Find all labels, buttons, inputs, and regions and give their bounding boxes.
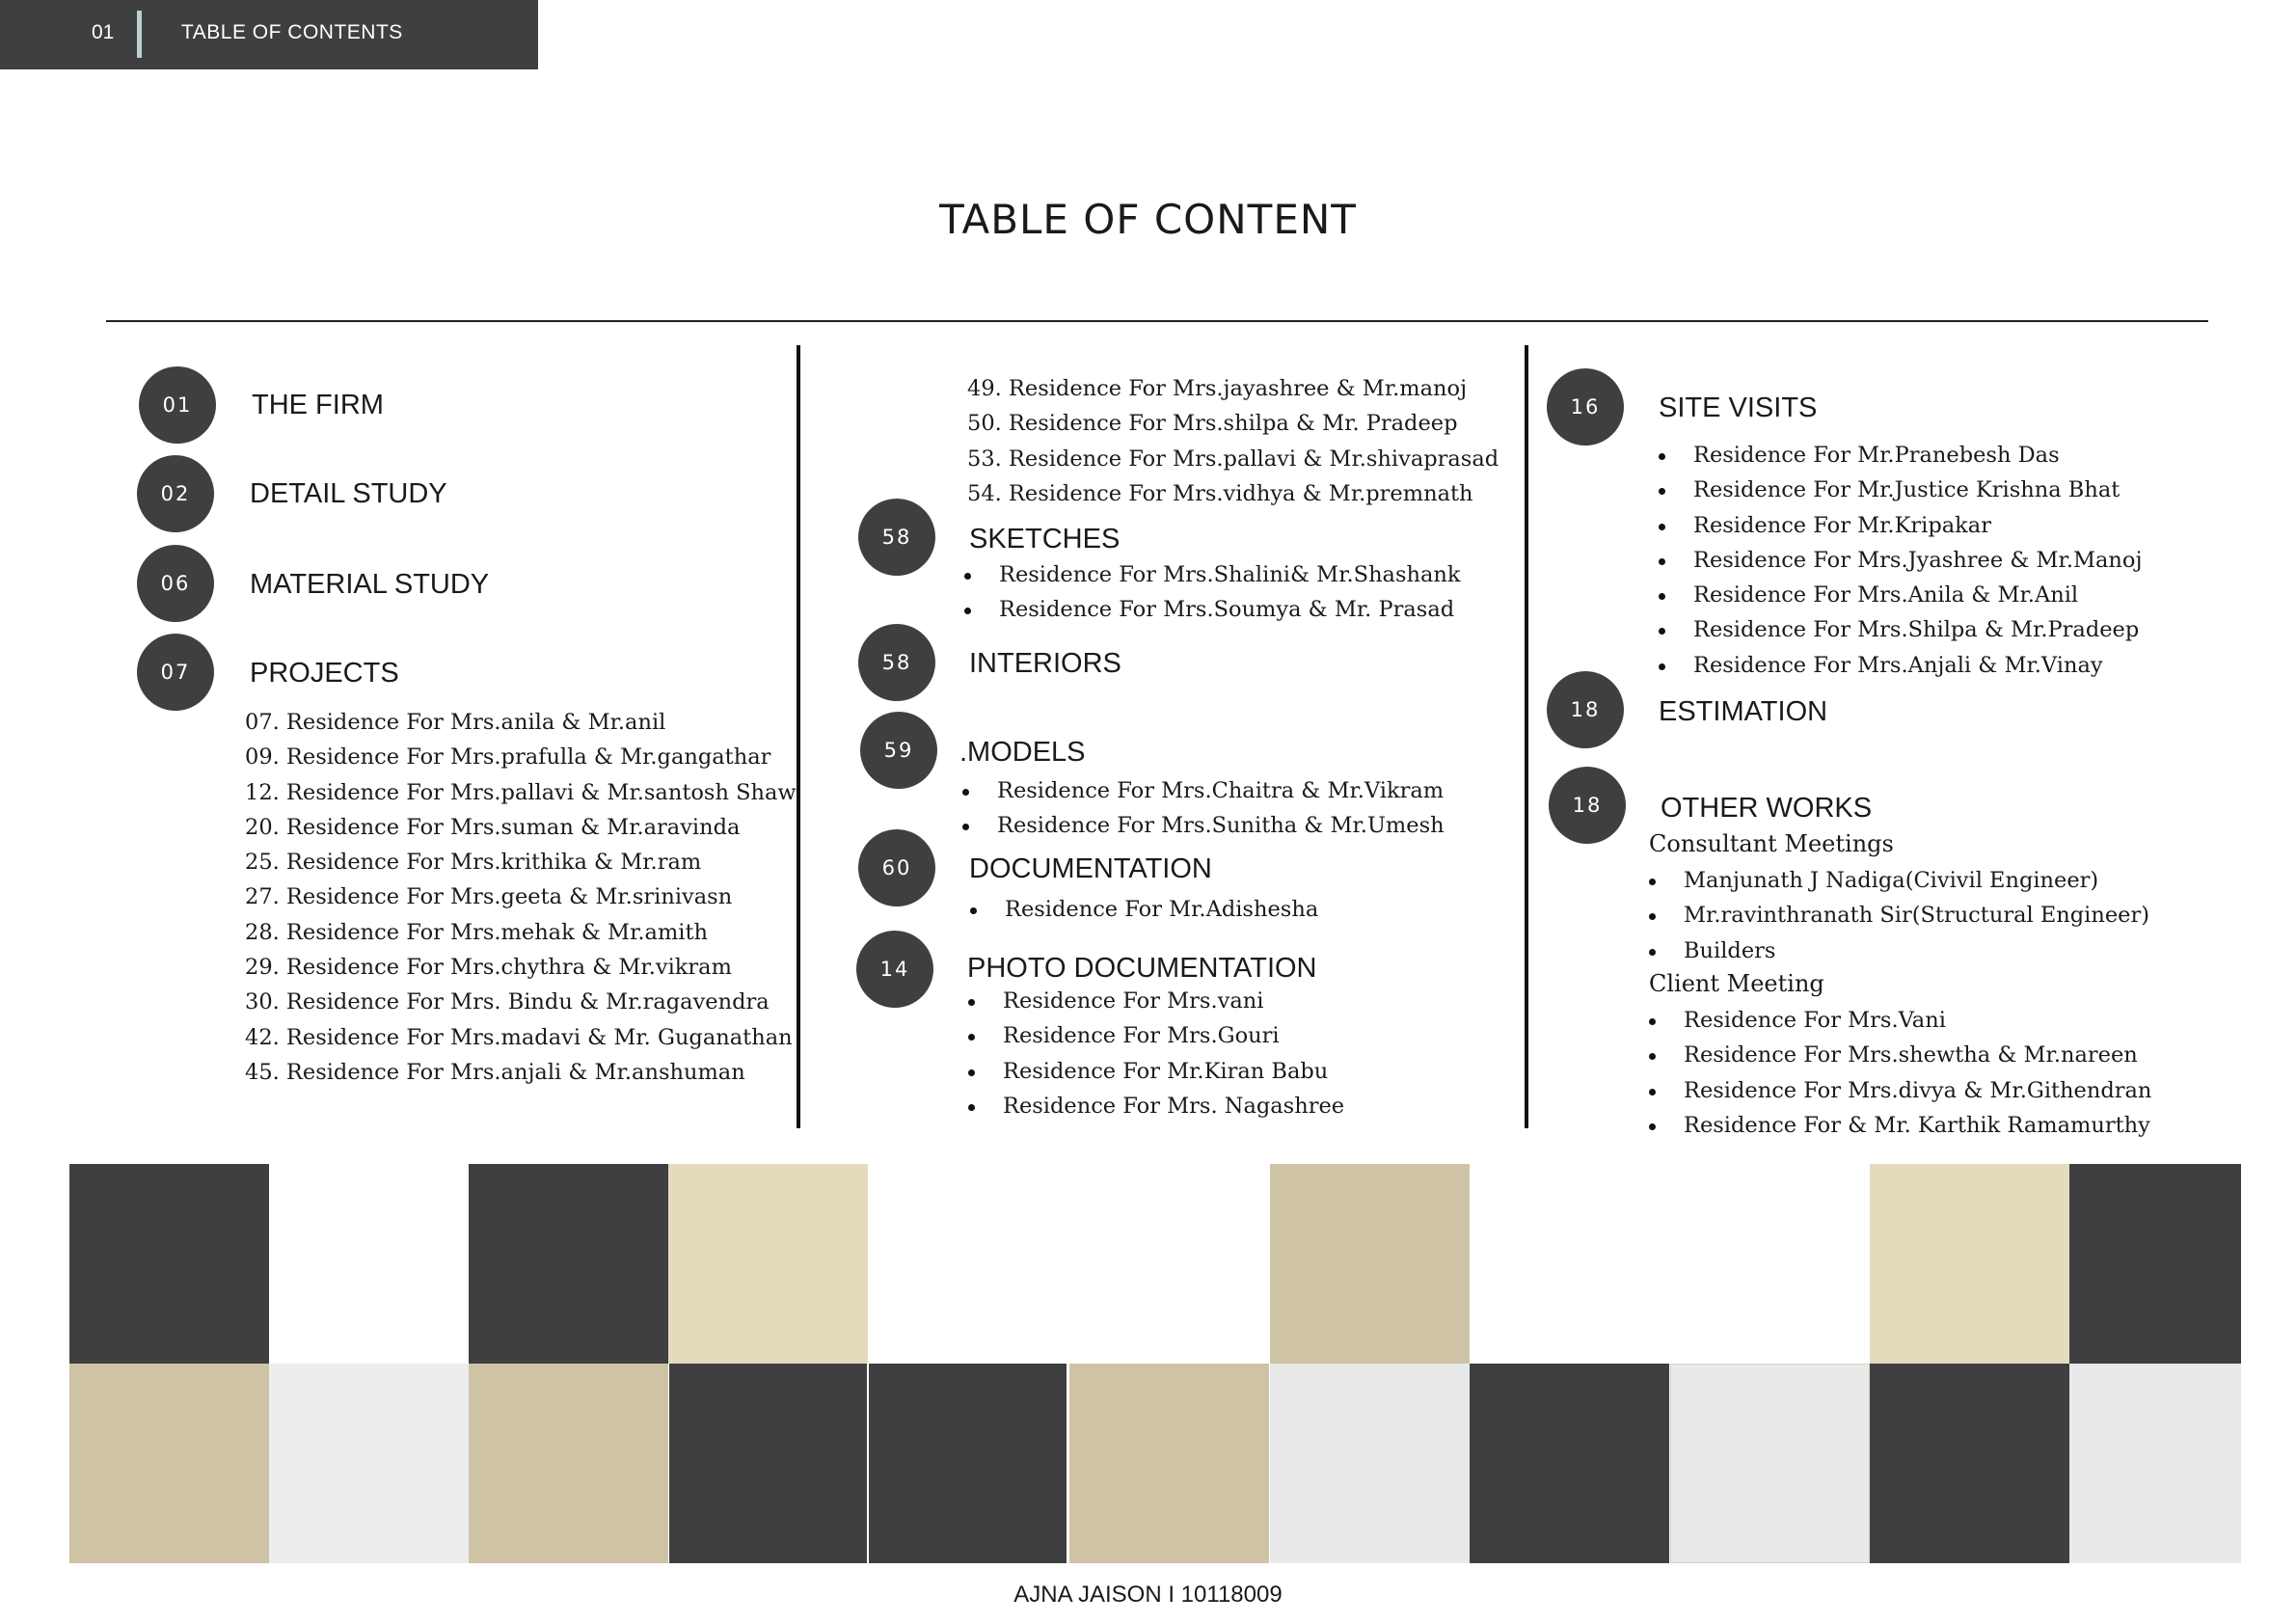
page-title: TABLE OF CONTENT	[939, 196, 1357, 243]
tile	[1470, 1364, 1669, 1563]
section-title-photo-documentation[interactable]: PHOTO DOCUMENTATION	[967, 953, 1317, 984]
list-item[interactable]: Residence For Mrs.divya & Mr.Githendran	[1684, 1073, 2151, 1108]
list-item[interactable]: 28. Residence For Mrs.mehak & Mr.amith	[245, 919, 709, 945]
documentation-list	[1005, 892, 1318, 927]
projects-list	[245, 705, 797, 1090]
section-title-other-works[interactable]: OTHER WORKS	[1661, 793, 1873, 824]
list-item[interactable]: 25. Residence For Mrs.krithika & Mr.ram	[245, 850, 702, 876]
section-title-the-firm[interactable]: THE FIRM	[252, 390, 384, 420]
header-strip	[0, 0, 538, 69]
list-item[interactable]: Residence For Mr.Justice Krishna Bhat	[1693, 473, 2142, 507]
consultant-meetings-heading: Consultant Meetings	[1649, 830, 1894, 857]
tile	[469, 1364, 668, 1563]
tile	[69, 1164, 269, 1364]
header-divider	[137, 11, 142, 58]
list-item[interactable]: Residence For Mrs.Shalini& Mr.Shashank	[999, 557, 1461, 592]
list-item[interactable]: Residence For Mr.Adishesha	[1005, 892, 1318, 927]
list-item[interactable]: 30. Residence For Mrs. Bindu & Mr.ragavendra	[245, 989, 770, 1015]
models-list	[997, 773, 1445, 844]
list-item[interactable]: Residence For Mrs.Soumya & Mr. Prasad	[999, 592, 1461, 627]
list-item[interactable]: Residence For Mr.Pranebesh Das	[1693, 438, 2142, 473]
list-item[interactable]: Residence For Mrs.Shilpa & Mr.Pradeep	[1693, 612, 2142, 647]
list-item[interactable]: Residence For Mrs.Vani	[1684, 1003, 2151, 1038]
list-item[interactable]: Manjunath J Nadiga(Civivil Engineer)	[1684, 863, 2149, 898]
tile	[1270, 1164, 1470, 1364]
tile	[2069, 1364, 2241, 1563]
footer-author: AJNA JAISON I 10118009	[1013, 1582, 1283, 1608]
client-meeting-heading: Client Meeting	[1649, 970, 1824, 997]
list-item[interactable]: 07. Residence For Mrs.anila & Mr.anil	[245, 710, 666, 735]
section-number-badge: 02	[137, 455, 214, 532]
section-number-badge: 07	[137, 634, 214, 711]
section-title-projects[interactable]: PROJECTS	[250, 658, 399, 689]
tile	[1870, 1164, 2069, 1364]
list-item[interactable]: 50. Residence For Mrs.shilpa & Mr. Pradeep	[967, 411, 1458, 437]
section-number-badge: 06	[137, 545, 214, 622]
tile	[269, 1364, 469, 1563]
list-item[interactable]: 54. Residence For Mrs.vidhya & Mr.premnath	[967, 480, 1473, 506]
list-item[interactable]: 27. Residence For Mrs.geeta & Mr.srinivasn	[245, 884, 733, 910]
list-item[interactable]: 09. Residence For Mrs.prafulla & Mr.gangathar	[245, 744, 771, 771]
list-item[interactable]: Residence For Mrs.Jyashree & Mr.Manoj	[1693, 543, 2142, 578]
header-title: TABLE OF CONTENTS	[181, 21, 403, 43]
tile	[1670, 1364, 1870, 1563]
section-title-interiors[interactable]: INTERIORS	[969, 648, 1121, 679]
list-item[interactable]: 53. Residence For Mrs.pallavi & Mr.shivaprasad	[967, 446, 1499, 472]
tile	[469, 1164, 668, 1364]
list-item[interactable]: 42. Residence For Mrs.madavi & Mr. Guganathan	[245, 1024, 793, 1050]
site-visits-list	[1693, 438, 2142, 683]
section-title-site-visits[interactable]: SITE VISITS	[1659, 392, 1818, 423]
section-number-badge: 14	[856, 931, 933, 1008]
list-item[interactable]: 49. Residence For Mrs.jayashree & Mr.manoj	[967, 376, 1468, 401]
section-number-badge: 16	[1547, 368, 1624, 446]
section-number-badge: 58	[858, 499, 935, 576]
list-item[interactable]: 20. Residence For Mrs.suman & Mr.aravinda	[245, 814, 741, 840]
tile	[1870, 1364, 2069, 1563]
tile	[1069, 1364, 1269, 1563]
list-item[interactable]: Residence For & Mr. Karthik Ramamurthy	[1684, 1108, 2151, 1143]
list-item[interactable]: Residence For Mrs.Chaitra & Mr.Vikram	[997, 773, 1445, 808]
list-item[interactable]: Residence For Mr.Kiran Babu	[1003, 1054, 1344, 1089]
tile	[1270, 1364, 1470, 1563]
section-number-badge: 18	[1549, 767, 1626, 844]
section-title-estimation[interactable]: ESTIMATION	[1659, 696, 1828, 727]
section-number-badge: 59	[860, 712, 937, 789]
sketches-list	[999, 557, 1461, 628]
tile	[668, 1164, 868, 1364]
tile	[69, 1364, 269, 1563]
section-number-badge: 01	[139, 366, 216, 444]
list-item[interactable]: Builders	[1684, 933, 2149, 968]
title-divider	[106, 320, 2208, 322]
client-meeting-list	[1684, 1003, 2151, 1143]
section-number-badge: 60	[858, 829, 935, 906]
list-item[interactable]: Residence For Mr.Kripakar	[1693, 508, 2142, 543]
list-item[interactable]: 29. Residence For Mrs.chythra & Mr.vikram	[245, 955, 732, 981]
list-item[interactable]: 45. Residence For Mrs.anjali & Mr.anshuman	[245, 1059, 745, 1085]
header-number: 01	[92, 21, 115, 43]
tile	[869, 1364, 1067, 1563]
column-divider-1	[797, 345, 800, 1128]
tile	[669, 1364, 867, 1563]
section-title-detail-study[interactable]: DETAIL STUDY	[250, 478, 447, 509]
tile	[2069, 1164, 2241, 1364]
section-title-documentation[interactable]: DOCUMENTATION	[969, 853, 1212, 884]
list-item[interactable]: Residence For Mrs.vani	[1003, 984, 1344, 1018]
list-item[interactable]: Residence For Mrs.Sunitha & Mr.Umesh	[997, 808, 1445, 843]
list-item[interactable]: Residence For Mrs.Gouri	[1003, 1018, 1344, 1053]
column-divider-2	[1525, 345, 1528, 1128]
section-number-badge: 18	[1547, 671, 1624, 748]
list-item[interactable]: Residence For Mrs. Nagashree	[1003, 1089, 1344, 1123]
section-title-sketches[interactable]: SKETCHES	[969, 524, 1121, 555]
list-item[interactable]: Mr.ravinthranath Sir(Structural Engineer)	[1684, 898, 2149, 933]
section-title-material-study[interactable]: MATERIAL STUDY	[250, 569, 490, 600]
list-item[interactable]: Residence For Mrs.Anila & Mr.Anil	[1693, 578, 2142, 612]
list-item[interactable]: Residence For Mrs.shewtha & Mr.nareen	[1684, 1038, 2151, 1072]
section-number-badge: 58	[858, 624, 935, 701]
list-item[interactable]: 12. Residence For Mrs.pallavi & Mr.santosh Shaw	[245, 779, 797, 805]
projects-list-continued	[967, 371, 1499, 511]
consultant-meetings-list	[1684, 863, 2149, 968]
section-title-models[interactable]: .MODELS	[959, 737, 1086, 768]
list-item[interactable]: Residence For Mrs.Anjali & Mr.Vinay	[1693, 648, 2142, 683]
photo-documentation-list	[1003, 984, 1344, 1123]
